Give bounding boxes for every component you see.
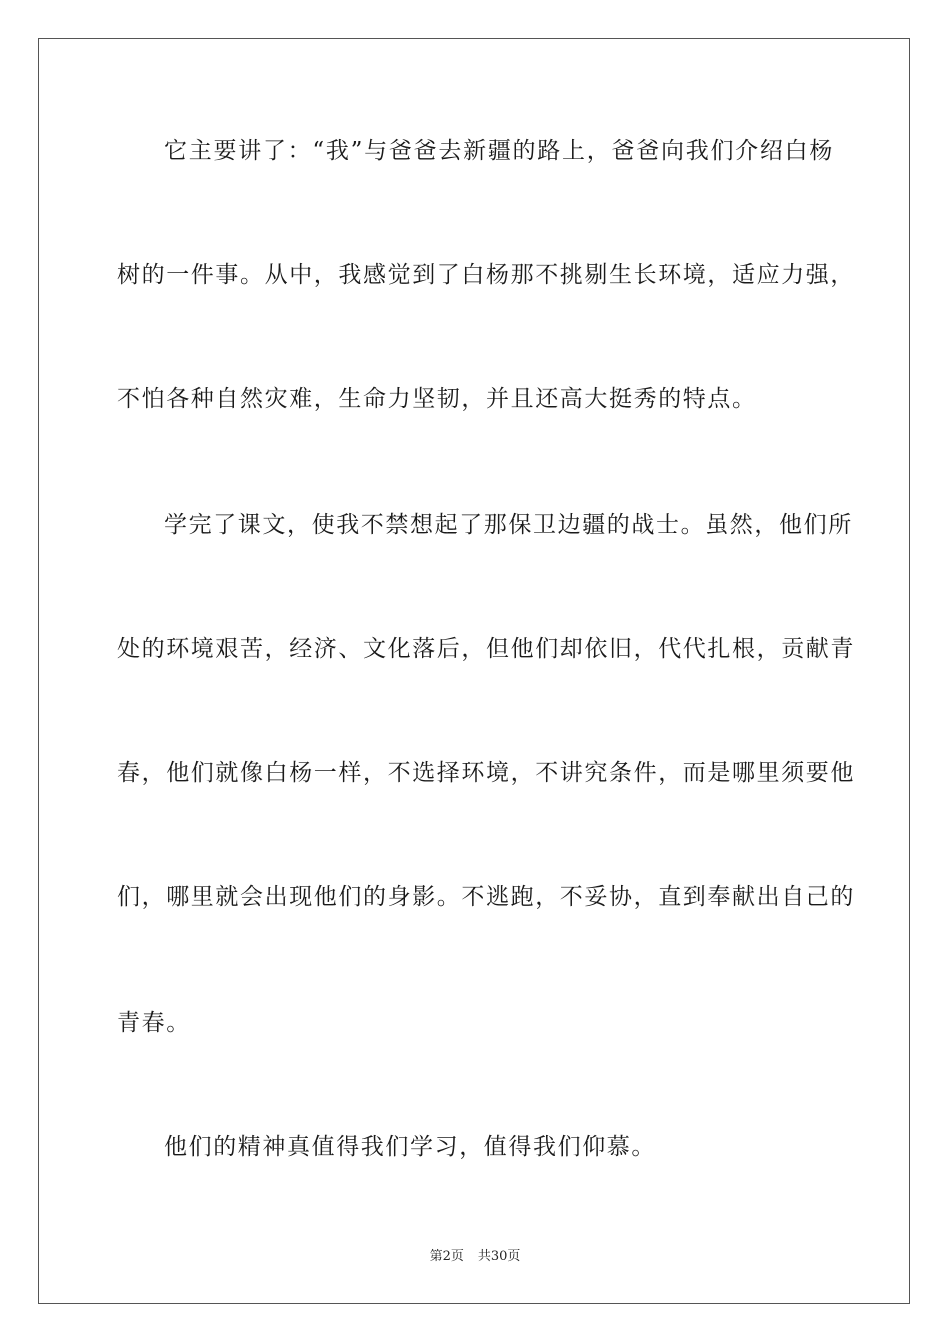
page-total: 共30页 — [477, 1249, 521, 1264]
paragraph-2-line-5: 青春。 — [117, 1010, 191, 1036]
paragraph-3-line-1: 他们的精神真值得我们学习，值得我们仰慕。 — [164, 1134, 656, 1160]
paragraph-1-line-3: 不怕各种自然灾难，生命力坚韧，并且还高大挺秀的特点。 — [117, 386, 757, 412]
page-footer — [0, 1248, 950, 1266]
paragraph-2-line-2: 处的环境艰苦，经济、文化落后，但他们却依旧，代代扎根，贡献青 — [117, 636, 855, 662]
page-border — [38, 38, 910, 1304]
paragraph-2-line-4: 们，哪里就会出现他们的身影。不逃跑，不妥协，直到奉献出自己的 — [117, 884, 855, 910]
paragraph-1-line-1: 它主要讲了：“我”与爸爸去新疆的路上，爸爸向我们介绍白杨 — [164, 138, 834, 164]
paragraph-2-line-1: 学完了课文，使我不禁想起了那保卫边疆的战士。虽然，他们所 — [164, 512, 853, 538]
paragraph-2-line-3: 春，他们就像白杨一样，不选择环境，不讲究条件，而是哪里须要他 — [117, 760, 855, 786]
page-number: 第2页 — [429, 1249, 464, 1264]
paragraph-1-line-2: 树的一件事。从中，我感觉到了白杨那不挑剔生长环境，适应力强， — [117, 262, 855, 288]
